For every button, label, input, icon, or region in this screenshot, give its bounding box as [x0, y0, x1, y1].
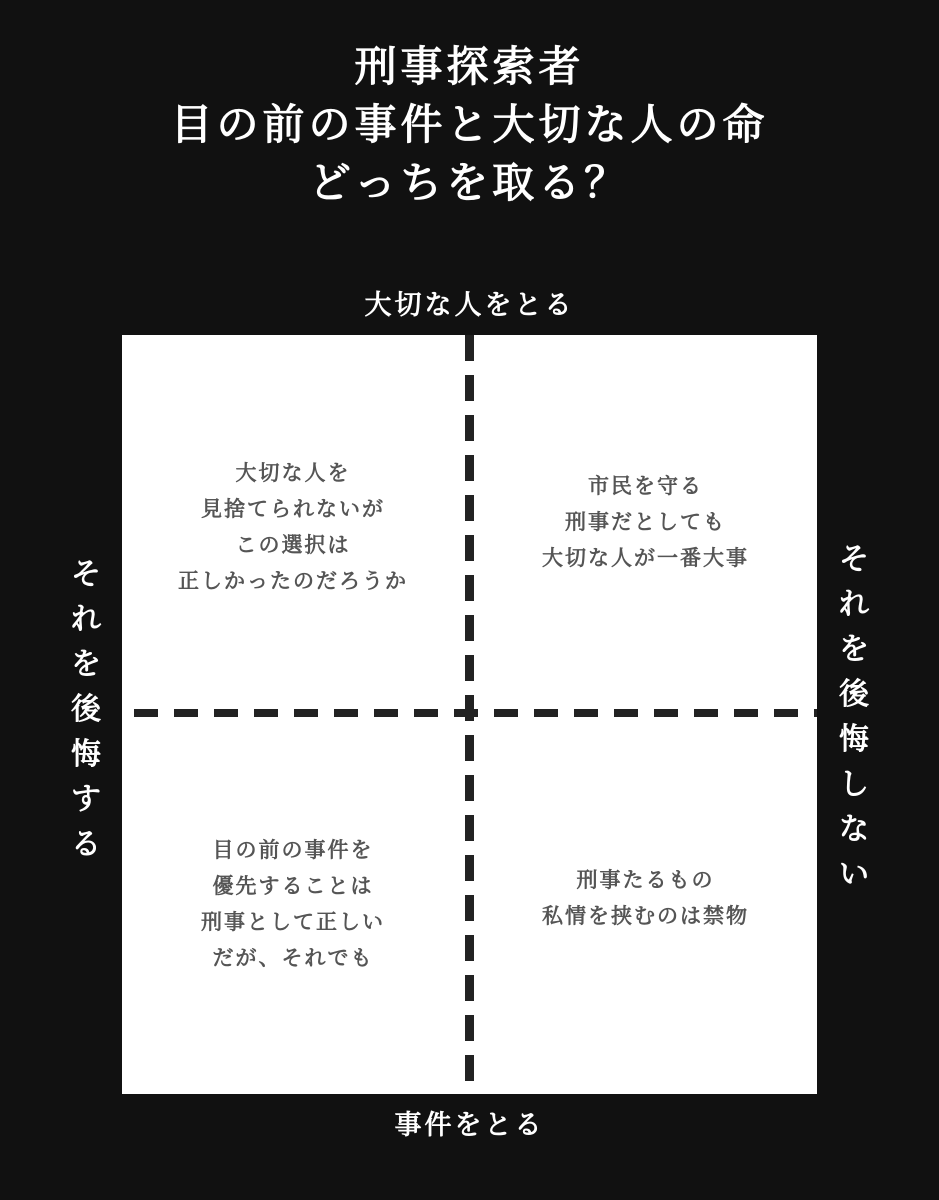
- title-line-3: どっちを取る？: [308, 158, 631, 207]
- axis-right-char: な: [839, 812, 869, 847]
- quadrant-line: 優先することは: [212, 874, 374, 898]
- quadrant-line: 刑事として正しい: [201, 910, 385, 934]
- axis-right-char: そ: [839, 542, 869, 577]
- axis-label-left: [66, 552, 106, 867]
- quadrant-line: 大切な人が一番大事: [542, 546, 749, 570]
- quadrant-line: 大切な人を: [235, 461, 351, 485]
- quadrant-bottom-left: [122, 832, 464, 976]
- axis-right-char: れ: [839, 587, 869, 622]
- quadrant-line: 刑事だとしても: [565, 510, 726, 534]
- quadrant-line: 市民を守る: [588, 474, 703, 498]
- quadrant-top-right: [474, 468, 817, 576]
- axis-label-bottom: 事件をとる: [394, 1110, 545, 1141]
- title-line-1: 刑事探索者: [354, 42, 585, 91]
- axis-left-char: 後: [71, 692, 101, 727]
- axis-label-top: 大切な人をとる: [364, 290, 575, 321]
- title-line-2: 目の前の事件と大切な人の命: [170, 100, 769, 149]
- quadrant-top-left: [122, 455, 464, 599]
- axis-right-char: を: [839, 632, 869, 667]
- quadrant-line: 目の前の事件を: [212, 838, 374, 862]
- axis-left-char: そ: [71, 557, 101, 592]
- title-block: [0, 38, 939, 212]
- quadrant-line: 見捨てられないが: [201, 497, 385, 521]
- axis-left-char: を: [71, 647, 101, 682]
- quadrant-line: 刑事たるもの: [576, 868, 715, 892]
- quadrant-line: 正しかったのだろうか: [178, 569, 408, 593]
- axis-left-char: る: [71, 827, 101, 862]
- quadrant-bottom-right: [474, 862, 817, 934]
- quadrant-line: この選択は: [235, 533, 351, 557]
- quadrant-line: 私情を挟むのは禁物: [542, 904, 749, 928]
- axis-right-char: い: [839, 857, 869, 892]
- axis-right-char: 悔: [839, 722, 869, 757]
- quadrant-line: だが、それでも: [212, 946, 374, 970]
- axis-left-char: 悔: [71, 737, 101, 772]
- axis-right-char: し: [839, 767, 869, 802]
- axis-left-char: れ: [71, 602, 101, 637]
- horizontal-dashed-divider: [134, 709, 817, 717]
- axis-left-char: す: [71, 782, 101, 817]
- quadrant-panel: [122, 335, 817, 1094]
- axis-right-char: 後: [839, 677, 869, 712]
- axis-label-right: [834, 537, 874, 897]
